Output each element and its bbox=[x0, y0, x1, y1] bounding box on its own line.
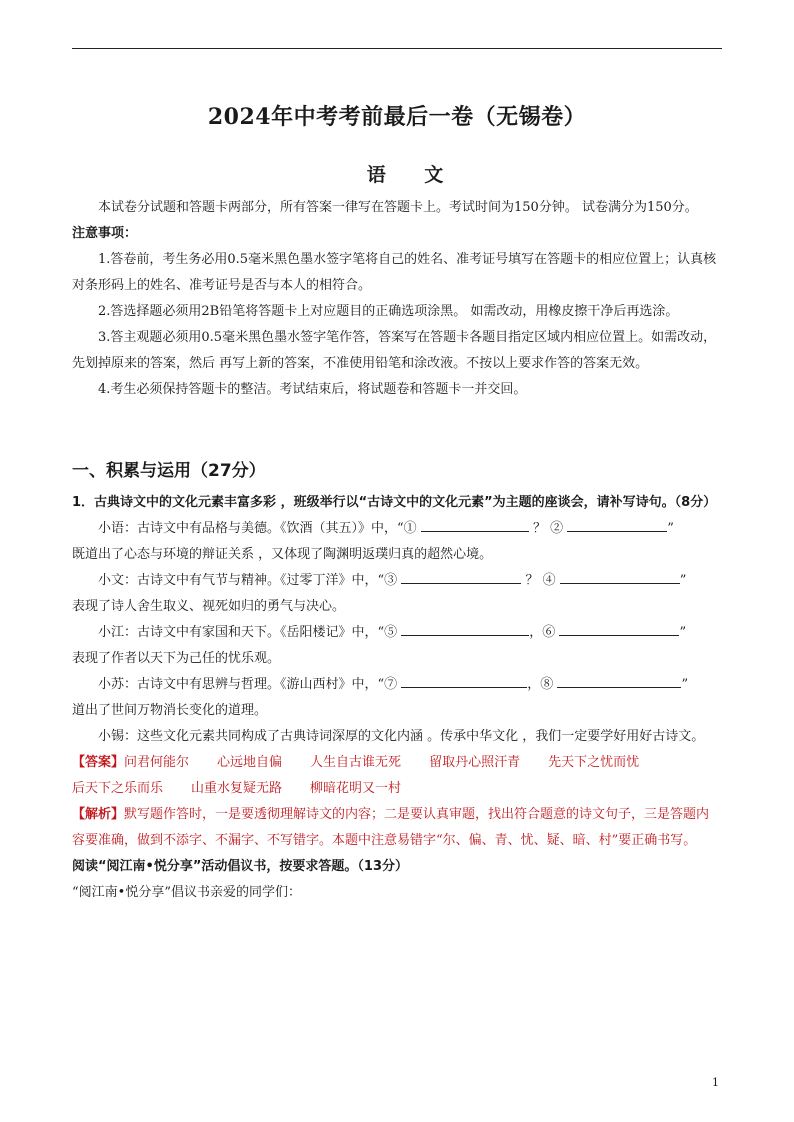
answer-blank[interactable] bbox=[559, 621, 679, 636]
subject-title: 语 文 bbox=[366, 164, 460, 186]
page-number: 1 bbox=[712, 1076, 719, 1089]
answer-item: 心远地自偏 bbox=[217, 755, 283, 770]
answer-item: 问君何能尔 bbox=[124, 755, 190, 770]
question-1-prompt: 1．古典诗文中的文化元素丰富多彩 ，班级举行以“古诗文中的文化元素”为主题的座谈会，请补写诗句。（8分） bbox=[72, 495, 717, 510]
answer-block-continued bbox=[72, 776, 722, 802]
answer-blank[interactable] bbox=[421, 517, 529, 532]
dialogue-continuation: 表现了作者以天下为己任的忧乐观。 bbox=[72, 651, 281, 666]
answer-item: 山重水复疑无路 bbox=[191, 781, 283, 796]
answer-blank[interactable] bbox=[401, 621, 529, 636]
dialogue-continuation: 既道出了心态与环境的辩证关系 ，又体现了陶渊明返璞归真的超然心境。 bbox=[72, 547, 493, 562]
answer-item: 后天下之乐而乐 bbox=[72, 781, 164, 796]
notice-item: 4.考生必须保持答题卡的整洁。考试结束后，将试题卷和答题卡一并交回。 bbox=[98, 382, 527, 397]
answer-block bbox=[72, 750, 722, 776]
header-rule bbox=[72, 48, 722, 49]
closing-paragraph: 小锡：这些文化元素共同构成了古典诗词深厚的文化内涵 。传承中华文化 ，我们一定要学好用好古诗文。 bbox=[98, 729, 705, 744]
exam-title: 2024年中考考前最后一卷（无锡卷） bbox=[207, 104, 587, 130]
analysis-label: 【解析】 bbox=[72, 807, 125, 822]
answer-blank[interactable] bbox=[567, 517, 667, 532]
intro-paragraph: 本试卷分试题和答题卡两部分，所有答案一律写在答题卡上。考试时间为150分钟。 试卷满分为150分。 bbox=[98, 200, 698, 215]
dialogue-line: 小文：古诗文中有气节与精神。《过零丁洋》中，“③ ？ ④ ” bbox=[72, 568, 722, 594]
notice-label: 注意事项： bbox=[72, 226, 138, 241]
dialogue-continuation: 道出了世间万物消长变化的道理。 bbox=[72, 703, 268, 718]
question-2-intro: 阅读“阅江南•悦分享”活动倡议书，按要求答题。（13分） bbox=[72, 859, 408, 874]
instructions-block bbox=[72, 195, 722, 403]
dialogue-continuation: 表现了诗人舍生取义、视死如归的勇气与决心。 bbox=[72, 599, 346, 614]
letter-start: “阅江南•悦分享”倡议书亲爱的同学们： bbox=[72, 885, 301, 900]
notice-item: 2.答选择题必须用2B铅笔将答题卡上对应题目的正确选项涂黑。 如需改动，用橡皮擦干净后再选涂。 bbox=[98, 304, 679, 319]
notice-item: 3.答主观题必须用0.5毫米黑色墨水签字笔作答，答案写在答题卡各题目指定区域内相应位置上。如需改动，先划掉原来的答案，然后 再写上新的答案，不准使用铅笔和涂改液。不按以上要求作答的答案无效。 bbox=[72, 330, 717, 371]
analysis-text: 默写题作答时，一是要透彻理解诗文的内容；二是要认真审题，找出符合题意的诗文句子，三是答题内容要准确，做到不添字、不漏字、不写错字。本题中注意易错字“尔、偏、青、忧、疑、暗、村”要正确书写。 bbox=[72, 807, 710, 848]
section-heading: 一、积累与运用（27分） bbox=[72, 461, 266, 481]
dialogue-line: 小语：古诗文中有品格与美德。《饮酒（其五）》中，“① ？ ② ” bbox=[72, 516, 722, 542]
dialogue-line: 小苏：古诗文中有思辨与哲理。《游山西村》中，“⑦ ，⑧ ” bbox=[72, 672, 722, 698]
answer-item: 柳暗花明又一村 bbox=[310, 781, 402, 796]
answer-item: 先天下之忧而忧 bbox=[548, 755, 640, 770]
dialogue-line: 小江：古诗文中有家国和天下。《岳阳楼记》中，“⑤ ，⑥ ” bbox=[72, 620, 722, 646]
answer-blank[interactable] bbox=[401, 569, 521, 584]
answer-item: 人生自古谁无死 bbox=[310, 755, 402, 770]
answer-blank[interactable] bbox=[401, 673, 527, 688]
section-one bbox=[72, 458, 722, 906]
answer-blank[interactable] bbox=[557, 673, 681, 688]
analysis-block bbox=[72, 802, 722, 854]
answer-item: 留取丹心照汗青 bbox=[429, 755, 521, 770]
answer-label: 【答案】 bbox=[72, 755, 125, 770]
answer-blank[interactable] bbox=[560, 569, 680, 584]
notice-item: 1.答卷前，考生务必用0.5毫米黑色墨水签字笔将自己的姓名、准考证号填写在答题卡的相应位置上；认真核对条形码上的姓名、准考证号是否与本人的相符合。 bbox=[72, 252, 717, 293]
